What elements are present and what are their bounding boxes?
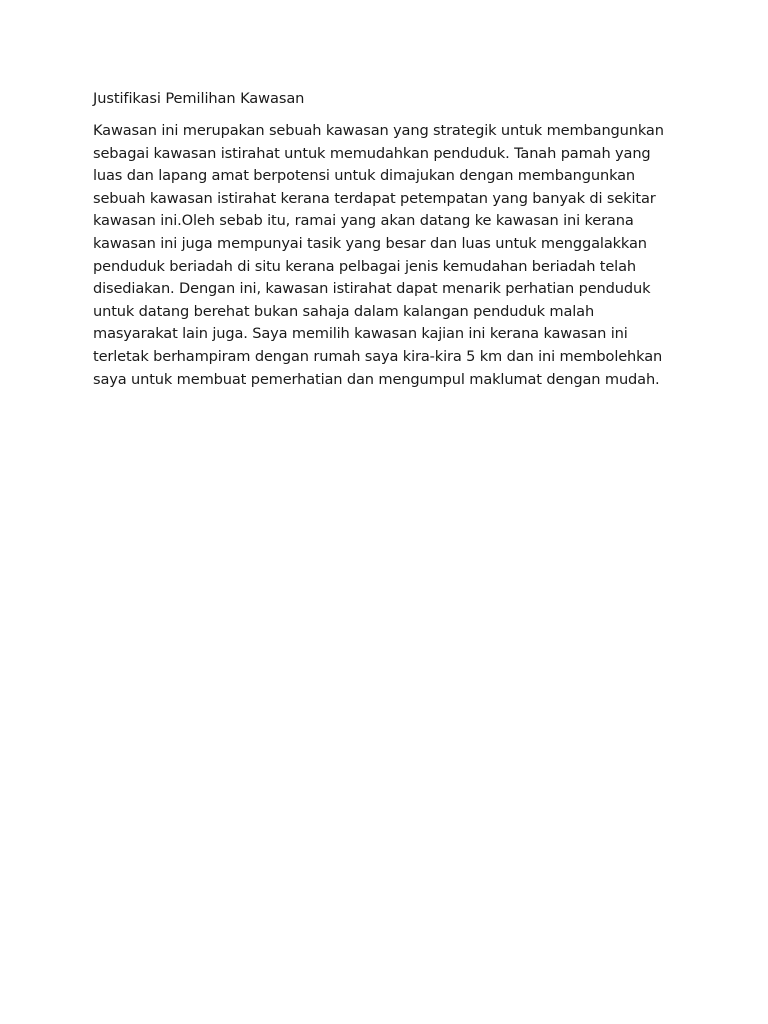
paragraph-line: masyarakat lain juga. Saya memilih kawasan kajian ini kerana kawasan ini: [93, 325, 628, 343]
paragraph-line: kawasan ini.Oleh sebab itu, ramai yang akan datang ke kawasan ini kerana: [93, 212, 634, 230]
document-title: Justifikasi Pemilihan Kawasan: [93, 90, 305, 107]
paragraph-line: luas dan lapang amat berpotensi untuk dimajukan dengan membangunkan: [93, 167, 636, 185]
document-paragraph: [93, 120, 693, 391]
paragraph-line: kawasan ini juga mempunyai tasik yang besar dan luas untuk menggalakkan: [93, 234, 647, 252]
paragraph-line: untuk datang berehat bukan sahaja dalam kalangan penduduk malah: [93, 302, 595, 320]
paragraph-line: penduduk beriadah di situ kerana pelbagai jenis kemudahan beriadah telah: [93, 257, 636, 275]
paragraph-line: disediakan. Dengan ini, kawasan istirahat dapat menarik perhatian penduduk: [93, 280, 651, 298]
paragraph-line: saya untuk membuat pemerhatian dan mengumpul maklumat dengan mudah.: [93, 370, 660, 388]
paragraph-line: sebagai kawasan istirahat untuk memudahkan penduduk. Tanah pamah yang: [93, 144, 651, 162]
paragraph-line: sebuah kawasan istirahat kerana terdapat petempatan yang banyak di sekitar: [93, 189, 656, 207]
paragraph-line: terletak berhampiram dengan rumah saya kira-kira 5 km dan ini membolehkan: [93, 347, 663, 365]
paragraph-line: Kawasan ini merupakan sebuah kawasan yang strategik untuk membangunkan: [93, 122, 664, 139]
